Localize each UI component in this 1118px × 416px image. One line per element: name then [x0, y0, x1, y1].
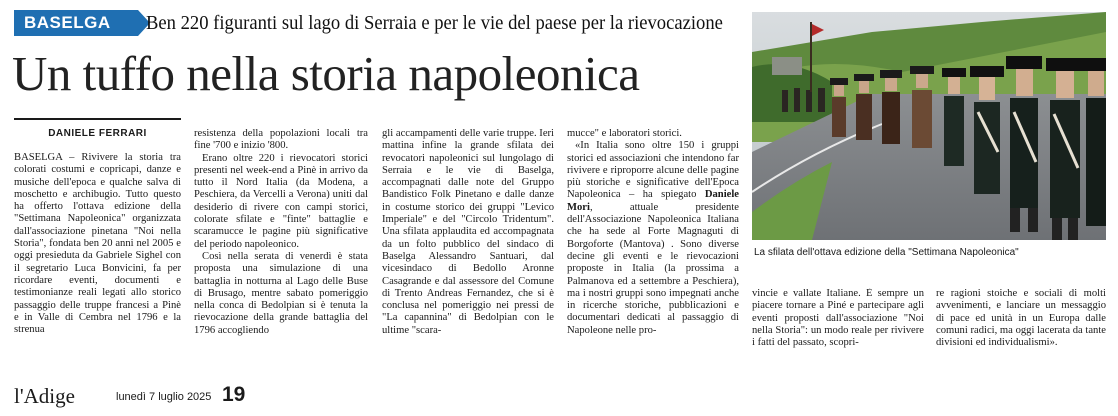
byline: DANIELE FERRARI — [48, 128, 147, 139]
article-column-6 — [936, 288, 1106, 380]
newspaper-logo: l'Adige — [14, 384, 75, 408]
paragraph: re ragioni stoiche e sociali di molti avvenimenti, e lanciare un messaggio di pace ed unità in un Europa dalle comuni radici, ma oggi lacerata da tante divisioni ed individualismi». — [936, 288, 1106, 349]
issue-date: lunedì 7 luglio 2025 — [116, 391, 212, 403]
interviewee-name: Daniele Mori — [567, 189, 739, 213]
article-column-3 — [382, 128, 554, 378]
paragraph: Così nella serata di venerdì è stata proposta una simulazione di una battaglia in notturna al Lago delle Buse di Brusago, mentre sabato pomeriggio nella conca di Bedolpian si è tenuta la rievocazione della grande battaglia del 1796 accogliendo — [194, 250, 368, 336]
paragraph: resistenza della popolazioni locali tra fine '700 e inizio '800. — [194, 128, 368, 152]
photo-parade-illustration — [752, 12, 1106, 240]
section-tag: BASELGA — [14, 10, 138, 36]
paragraph: BASELGA – Rivivere la storia tra colorati costumi e copricapi, danze e musiche dell'epoca e qualche salva di moschetto e archibugio. Tutto questo ha offerto l'ottava edizione della "Settimana Napoleonica" organizzata dall'associazione pinetana "Noi nella Storia", fondata ben 20 anni nel 2005 e oggi presieduta da Gabriele Sighel con il segretario Luca Bonvicini, fa per ricordare eventi, documenti e testimonianze reali legati allo storico passaggio delle truppe francesi a Pinè e in Valle di Cembra nel 1796 e la strenua — [14, 152, 181, 336]
article-column-1 — [14, 152, 181, 378]
article-column-2 — [194, 128, 368, 378]
photo-caption: La sfilata dell'ottava edizione della "Settimana Napoleonica" — [754, 247, 1019, 258]
page-number: 19 — [222, 383, 246, 406]
article-column-4 — [567, 128, 739, 378]
paragraph: gli accampamenti delle varie truppe. Ieri mattina infine la grande sfilata dei revocatori napoleonici sul lungolago di Serraia e le vie di Baselga, accompagnati dalle note del Gruppo Bandistico Folk Pinetano e dalle danze in costume storico dei gruppi "Levico Imperiale" e del "Circolo Tridentum". Una sfilata applaudita ed accompagnata da un folto pubblico del sindaco di Baselga Alessandro Santuari, dal vicesindaco di Bedollo Aronne Casagrande e dal assessore del Comune di Trento Andreas Fernandez, che si è conclusa nel pomeriggio nei pressi de "La capannina" di Bedolpian con le ultime "scara- — [382, 128, 554, 336]
byline-rule — [14, 118, 181, 120]
paragraph: Erano oltre 220 i rievocatori storici presenti nel week-end a Pinè in arrivo da tutto il Nord Italia (da Modena, a Peschiera, da Vercelli a Verona) uniti dal desiderio di rivere con campi storici, colorate sfilate e "finte" battaglie e scaramucce le pagine più significative del periodo napoleonico. — [194, 152, 368, 250]
article-column-5 — [752, 288, 924, 380]
paragraph: mucce" e laboratori storici. — [567, 128, 682, 139]
article-photo — [752, 12, 1106, 240]
paragraph: vincie e vallate Italiane. È sempre un piacere tornare a Piné e partecipare agli eventi proposti dall'associazione "Noi nella Storia": un modo reale per rivivere i fatti del passato, scopri- — [752, 288, 924, 349]
headline: Un tuffo nella storia napoleonica — [12, 46, 640, 101]
paragraph: «In Italia sono oltre 150 i gruppi storici ed associazioni che intendono far rivivere e riproporre alcune delle pagine più storiche e significative dell'Epoca Napoleonica – ha spiegato Daniele Mori, attuale presidente dell'Associazione Napoleonica Italiana che ha sede al Forte Magnaguti di Borgoforte (Mantova) . Sono diverse decine gli eventi e le rievocazioni proposte in Italia (la prossima a Palmanova ed a settembre a Peschiera), ma i nostri gruppi sono impegnati anche in ricerche storiche, pubblicazioni e documentari dedicati al passaggio di Napoleone nelle pro- — [567, 140, 739, 336]
kicker-subtitle: Ben 220 figuranti sul lago di Serraia e per le vie del paese per la rievocazione — [146, 12, 723, 34]
